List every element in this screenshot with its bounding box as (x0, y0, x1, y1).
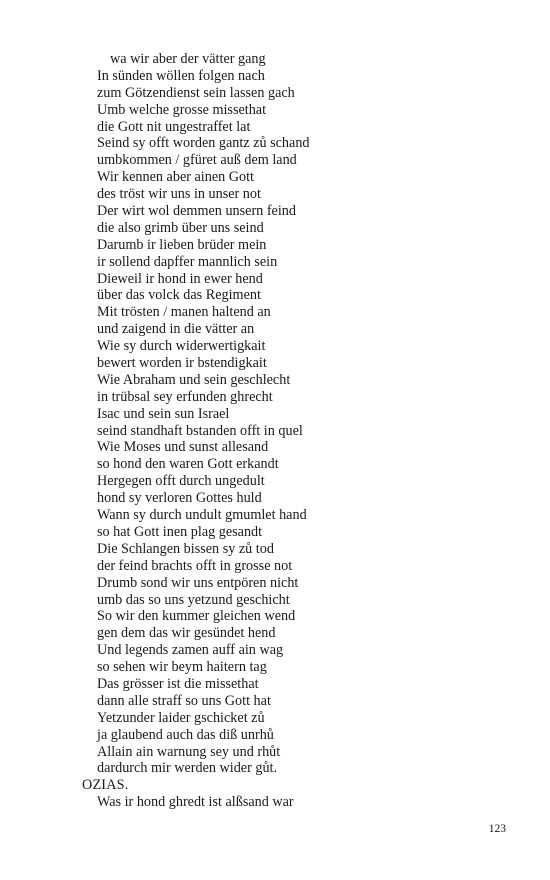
verse-line: Seind sy offt worden gantz zů schand (97, 135, 310, 152)
verse-line: Yetzunder laider gschicket zů (97, 709, 265, 726)
verse-line: Der wirt wol demmen unsern feind (97, 203, 296, 220)
verse-line: so hond den waren Gott erkandt (97, 456, 279, 473)
verse-line: gen dem das wir gesündet hend (97, 625, 276, 642)
verse-line: Wir kennen aber ainen Gott (97, 169, 255, 186)
verse-line: Allain ain warnung sey und rhůt (97, 743, 281, 760)
verse-line: und zaigend in die vätter an (97, 321, 255, 338)
verse-line: die also grimb über uns seind (97, 219, 264, 236)
verse-line: seind standhaft bstanden offt in quel (97, 422, 303, 439)
verse-line: Was ir hond ghredt ist alßsand war (97, 794, 294, 811)
verse-line: Wann sy durch undult gmumlet hand (97, 507, 307, 524)
verse-line: umb das so uns yetzund geschicht (97, 591, 290, 608)
verse-line: Die Schlangen bissen sy zů tod (97, 540, 274, 557)
verse-line: des tröst wir uns in unser not (97, 186, 261, 203)
verse-line: Darumb ir lieben brüder mein (97, 236, 267, 253)
verse-line: Mit trösten / manen haltend an (97, 304, 271, 321)
verse-line: Das grösser ist die missethat (97, 675, 259, 692)
verse-line: dann alle straff so uns Gott hat (97, 692, 271, 709)
verse-line: Dieweil ir hond in ewer hend (97, 270, 263, 287)
speaker-name: OZIAS. (82, 777, 129, 794)
verse-line: Drumb sond wir uns entpören nicht (97, 574, 299, 591)
verse-line: bewert worden ir bstendigkait (97, 355, 267, 372)
verse-line: über das volck das Regiment (97, 287, 261, 304)
verse-line: Wie sy durch widerwertigkait (97, 338, 266, 355)
verse-line: Isac und sein sun Israel (97, 405, 230, 422)
verse-line: so hat Gott inen plag gesandt (97, 523, 263, 540)
verse-line: so sehen wir beym haitern tag (97, 659, 267, 676)
verse-line: Hergegen offt durch ungedult (97, 473, 265, 490)
verse-line: die Gott nit ungestraffet lat (97, 118, 251, 135)
verse-line: wa wir aber der vätter gang (110, 51, 266, 67)
verse-line: umbkommen / gfüret auß dem land (97, 152, 297, 169)
verse-line: So wir den kummer gleichen wend (97, 608, 296, 625)
verse-line: Umb welche grosse missethat (97, 101, 267, 118)
verse-line: der feind brachts offt in grosse not (97, 557, 293, 574)
page-number: 123 (488, 823, 506, 835)
verse-line: ir sollend dapffer mannlich sein (97, 253, 278, 270)
verse-line: Wie Moses und sunst allesand (97, 439, 269, 456)
verse-line: dardurch mir werden wider gůt. (97, 760, 278, 777)
verse-line: ja glaubend auch das diß unrhů (97, 726, 274, 743)
verse-block (0, 51, 550, 811)
verse-line: In sünden wöllen folgen nach (97, 67, 265, 84)
verse-line: zum Götzendienst sein lassen gach (97, 84, 295, 101)
verse-line: Wie Abraham und sein geschlecht (97, 371, 291, 388)
verse-line: Und legends zamen auff ain wag (97, 642, 284, 659)
verse-line: in trübsal sey erfunden ghrecht (97, 388, 273, 405)
verse-line: hond sy verloren Gottes huld (97, 490, 262, 507)
